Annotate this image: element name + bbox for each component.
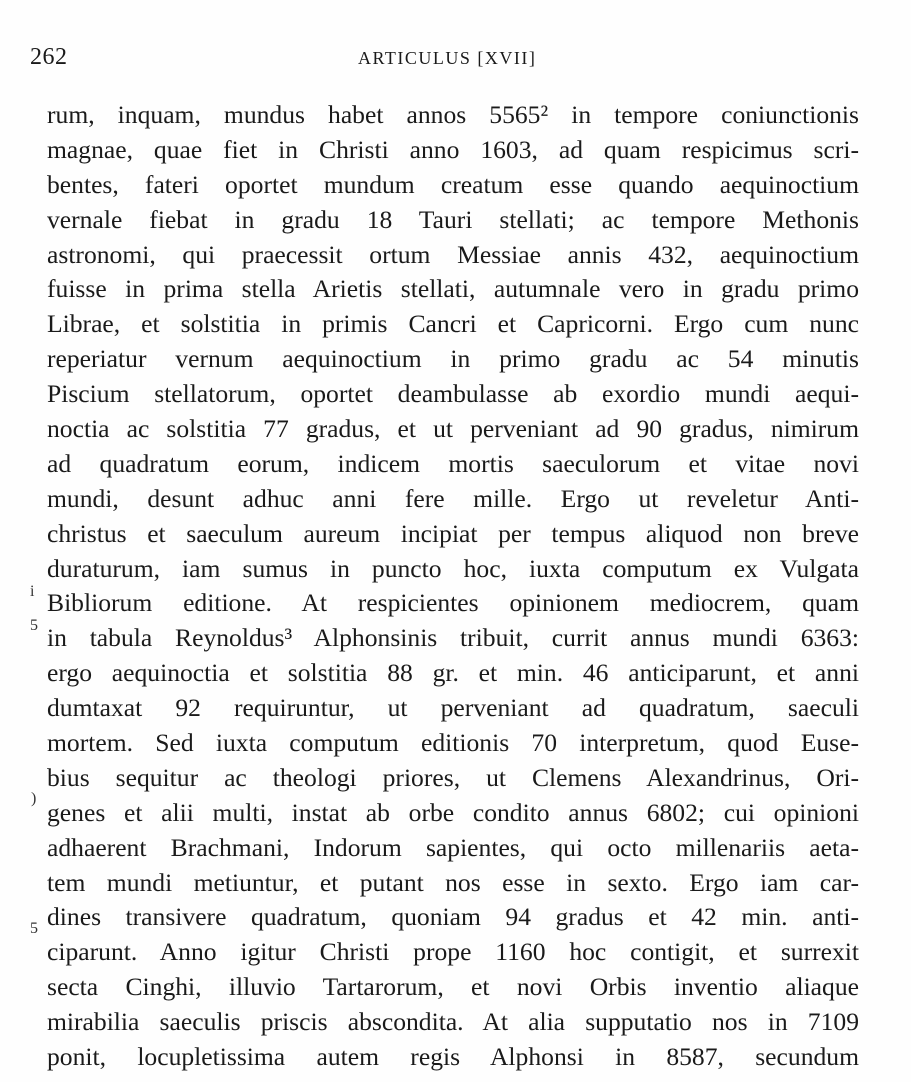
text-line: vernale fiebat in gradu 18 Tauri stellati; ac tempore Methonis: [47, 204, 859, 234]
text-line: dumtaxat 92 requiruntur, ut perveniant ad quadratum, saeculi: [47, 693, 859, 723]
text-line: Librae, et solstitia in primis Cancri et Capricorni. Ergo cum nunc: [47, 309, 859, 339]
page-number: 262: [30, 44, 68, 70]
text-line: duraturum, iam sumus in puncto hoc, iuxta computum ex Vulgata: [47, 553, 859, 583]
text-line: bius sequitur ac theologi priores, ut Clemens Alexandrinus, Ori-: [47, 762, 859, 792]
text-line: mirabilia saeculis priscis abscondita. At alia supputatio nos in 7109: [47, 1007, 859, 1037]
text-line: genes et alii multi, instat ab orbe condito annus 6802; cui opinioni: [47, 797, 859, 827]
text-line: tem mundi metiuntur, et putant nos esse in sexto. Ergo iam car-: [47, 867, 859, 897]
body-text: [47, 98, 859, 1075]
text-line: astronomi, qui praecessit ortum Messiae annis 432, aequinoctium: [47, 239, 859, 269]
text-line: dines transivere quadratum, quoniam 94 gradus et 42 min. anti-: [47, 902, 859, 932]
text-line: in tabula Reynoldus³ Alphonsinis tribuit, currit annus mundi 6363:: [47, 623, 859, 653]
margin-mark: ): [31, 790, 37, 807]
text-line: rum, inquam, mundus habet annos 5565² in tempore coniunctionis: [47, 100, 859, 129]
text-line: ergo aequinoctia et solstitia 88 gr. et min. 46 anticiparunt, et anni: [47, 658, 859, 688]
text-line: secta Cinghi, illuvio Tartarorum, et novi Orbis inventio aliaque: [47, 972, 859, 1002]
margin-mark: i: [30, 583, 35, 600]
text-line: ad quadratum eorum, indicem mortis saeculorum et vitae novi: [47, 448, 859, 478]
text-line: ponit, locupletissima autem regis Alphonsi in 8587, secundum: [47, 1042, 859, 1072]
text-line: reperiatur vernum aequinoctium in primo gradu ac 54 minutis: [47, 344, 859, 374]
text-line: ciparunt. Anno igitur Christi prope 1160 hoc contigit, et surrexit: [47, 937, 859, 967]
margin-mark: 5: [30, 920, 38, 937]
text-line: magnae, quae fiet in Christi anno 1603, ad quam respicimus scri-: [47, 134, 859, 164]
text-line: fuisse in prima stella Arietis stellati, autumnale vero in gradu primo: [47, 274, 859, 304]
text-line: mortem. Sed iuxta computum editionis 70 interpretum, quod Euse-: [47, 728, 859, 758]
page-header: [30, 44, 860, 74]
text-line: bentes, fateri oportet mundum creatum esse quando aequinoctium: [47, 169, 859, 199]
running-head: ARTICULUS [XVII]: [358, 48, 537, 68]
text-line: christus et saeculum aureum incipiat per tempus aliquod non breve: [47, 518, 859, 548]
text-line: Bibliorum editione. At respicientes opinionem mediocrem, quam: [47, 588, 859, 618]
text-line: noctia ac solstitia 77 gradus, et ut perveniant ad 90 gradus, nimirum: [47, 414, 859, 444]
margin-mark: 5: [30, 617, 38, 634]
text-line: mundi, desunt adhuc anni fere mille. Ergo ut reveletur Anti-: [47, 483, 859, 513]
text-line: Piscium stellatorum, oportet deambulasse ab exordio mundi aequi-: [47, 379, 859, 409]
text-line: adhaerent Brachmani, Indorum sapientes, qui octo millenariis aeta-: [47, 832, 859, 862]
